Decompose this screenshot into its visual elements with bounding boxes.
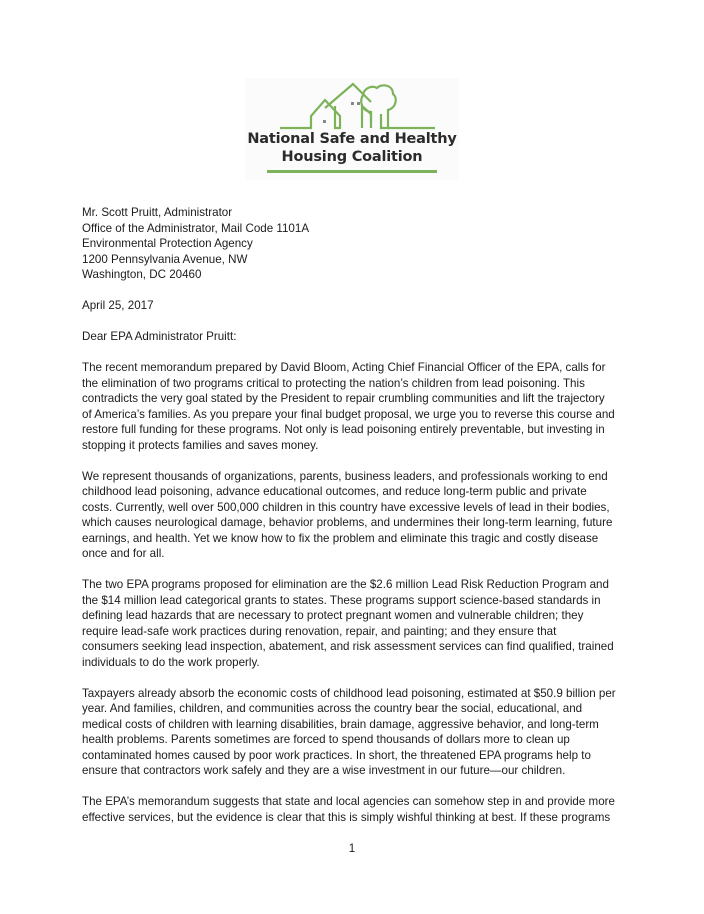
text-line: contaminated homes caused by poor work practices. In short, the threatened EPA programs help to — [82, 748, 591, 762]
text-line: Taxpayers already absorb the economic costs of childhood lead poisoning, estimated at $50.9 billion per — [82, 686, 616, 700]
recipient-address — [82, 205, 642, 283]
logo-title-line1: National Safe and Healthy — [247, 131, 457, 147]
big-house-outline — [325, 84, 371, 108]
paragraph — [82, 794, 642, 825]
text-line: require lead-safe work practices during renovation, repair, and painting; and they ensure that — [82, 624, 557, 638]
text-line: We represent thousands of organizations, parents, business leaders, and professionals working to end — [82, 469, 608, 483]
text-line: ensure that contractors work safely and they are a wise investment in our future—our children. — [82, 764, 566, 777]
text-line: once and for all. — [82, 547, 165, 560]
text-line: earnings, and health. Yet we know how to fix the problem and eliminate this tragic and costly disease — [82, 531, 599, 545]
tree-outline — [361, 85, 395, 128]
text-line: The recent memorandum prepared by David Bloom, Acting Chief Financial Officer of the EPA, calls for — [82, 361, 606, 374]
window-icon — [323, 120, 326, 123]
text-line: health problems. Parents sometimes are forced to spend thousands of dollars more to clean up — [82, 733, 570, 746]
text-line: of America’s families. As you prepare your final budget proposal, we urge you to reverse this course and — [82, 407, 615, 421]
address-line: Washington, DC 20460 — [82, 268, 202, 281]
text-line: effective services, but the evidence is clear that this is simply wishful thinking at best. If these programs — [82, 810, 611, 824]
text-line: which causes neurological damage, behavior problems, and undermines their long-term learning, future — [82, 516, 613, 529]
paragraph — [82, 469, 642, 562]
letter-body — [82, 205, 642, 841]
letter-date: April 25, 2017 — [82, 299, 154, 312]
window-icon — [357, 102, 360, 105]
address-line: Environmental Protection Agency — [82, 237, 253, 250]
text-line: year. And families, children, and communities across the country bear the social, educational, and — [82, 702, 583, 715]
text-line: contradicts the very goal stated by the President to repair crumbling communities and lift the trajectory — [82, 392, 605, 405]
text-line: consumers seeking lead inspection, abatement, and risk assessment services can find qualified, trained — [82, 640, 614, 653]
text-line: The EPA’s memorandum suggests that state and local agencies can somehow step in and provide more — [82, 795, 615, 808]
paragraph — [82, 360, 642, 453]
text-line: the $14 million lead categorical grants to states. These programs support science-based standards in — [82, 593, 601, 607]
paragraph — [82, 577, 642, 670]
logo-underline — [267, 170, 437, 173]
text-line: childhood lead poisoning, advance educational outcomes, and reduce long-term public and private — [82, 485, 587, 498]
text-line: the elimination of two programs critical to protecting the nation’s children from lead poisoning. This — [82, 376, 585, 390]
window-icon — [351, 102, 354, 105]
text-line: The two EPA programs proposed for elimination are the $2.6 million Lead Risk Reduction Program and — [82, 578, 609, 591]
coalition-logo — [245, 78, 459, 180]
address-line: Mr. Scott Pruitt, Administrator — [82, 206, 233, 219]
logo-title-line2: Housing Coalition — [281, 149, 423, 165]
address-line: Office of the Administrator, Mail Code 1101A — [82, 221, 310, 235]
address-line: 1200 Pennsylvania Avenue, NW — [82, 252, 248, 266]
text-line: restore full funding for these programs. Not only is lead poisoning entirely preventable, but investing in — [82, 423, 605, 436]
text-line: individuals to do the work properly. — [82, 655, 260, 669]
text-line: defining lead hazards that are necessary to protect pregnant women and vulnerable children; they — [82, 609, 584, 622]
text-line: costs. Currently, well over 500,000 children in this country have excessive levels of lead in their bodies, — [82, 500, 610, 514]
houses-and-tree-icon — [245, 78, 459, 134]
text-line: medical costs of children with learning disabilities, brain damage, aggressive behavior, and long-term — [82, 717, 599, 731]
page-number: 1 — [348, 842, 356, 855]
salutation: Dear EPA Administrator Pruitt: — [82, 330, 237, 343]
text-line: stopping it protects families and saves money. — [82, 438, 319, 452]
paragraph — [82, 686, 642, 779]
